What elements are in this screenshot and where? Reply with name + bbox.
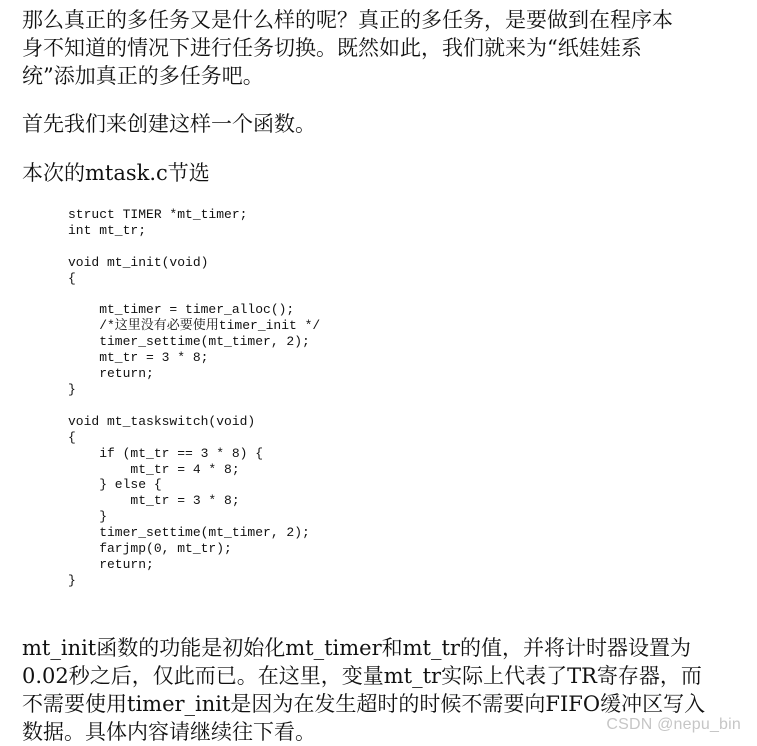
intro-paragraph: 那么真正的多任务又是什么样的呢？真正的多任务，是要做到在程序本 身不知道的情况下进行任务切换。既然如此，我们就来为“纸娃娃系 统”添加真正的多任务吧。: [22, 8, 673, 88]
watermark: CSDN @nepu_bin: [606, 716, 741, 733]
excerpt-caption: 本次的mtask.c节选: [22, 161, 210, 185]
function-intro-paragraph: 首先我们来创建这样一个函数。: [22, 112, 316, 136]
explanation-paragraph: mt_init函数的功能是初始化mt_timer和mt_tr的值，并将计时器设置为 0.02秒之后，仅此而已。在这里，变量mt_tr实际上代表了TR寄存器，而 不需要使用timer_init是因为在发生超时的时候不需要向FIFO缓冲区写入 数据。具体内容请继续往下看。: [22, 636, 706, 744]
code-block: struct TIMER *mt_timer; int mt_tr; void mt_init(void) { mt_timer = timer_alloc(); /*这里没有必要使用timer_init */ timer_settime(mt_timer, 2); mt_tr = 3 * 8; return; } void mt_taskswitch(void) { if (mt_tr == 3 * 8) { mt_tr = 4 * 8; } else { mt_tr = 3 * 8; } timer_settime(mt_timer, 2); farjmp(0, mt_tr); return; }: [68, 207, 321, 588]
